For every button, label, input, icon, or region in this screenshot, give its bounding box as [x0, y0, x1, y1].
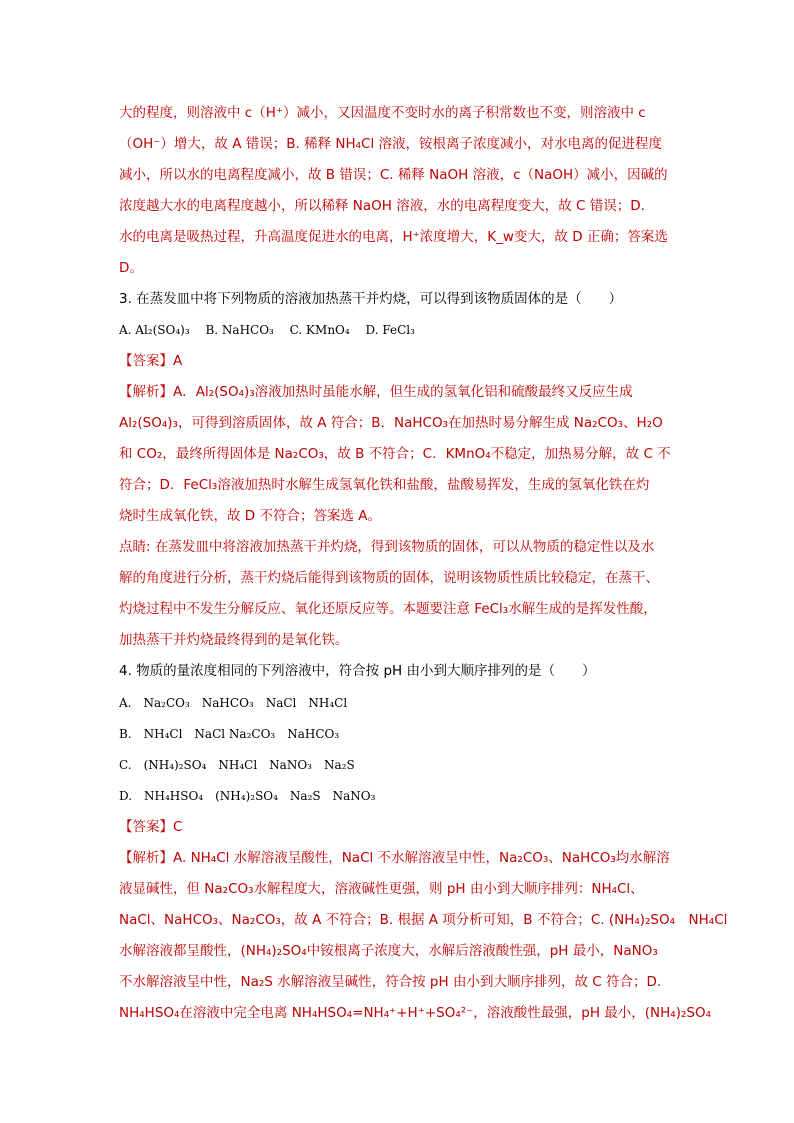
text-line: 和 CO₂，最终所得固体是 Na₂CO₃，故 B 不符合；C．KMnO₄不稳定，加热易分解，故 C 不 [119, 446, 671, 462]
text-line: 解的角度进行分析，蒸干灼烧后能得到该物质的固体，说明该物质性质比较稳定，在蒸干、 [119, 570, 659, 586]
text-line: 不水解溶液呈中性，Na₂S 水解溶液呈碱性，符合按 pH 由小到大顺序排列，故 C 符合；D. [119, 974, 662, 990]
text-line: A. Na₂CO₃ NaHCO₃ NaCl NH₄Cl [119, 696, 348, 710]
text-line: B. NH₄Cl NaCl Na₂CO₃ NaHCO₃ [119, 727, 340, 741]
text-line: 加热蒸干并灼烧最终得到的是氧化铁。 [119, 632, 349, 648]
text-line: 大的程度，则溶液中 c（H⁺）减小，又因温度不变时水的离子积常数也不变，则溶液中 c [119, 105, 646, 121]
text-line: Al₂(SO₄)₃，可得到溶质固体，故 A 符合；B．NaHCO₃在加热时易分解生成 Na₂CO₃、H₂O [119, 415, 663, 431]
text-line: 灼烧过程中不发生分解反应、氧化还原反应等。本题要注意 FeCl₃水解生成的是挥发性酸， [119, 601, 657, 617]
text-line: A. Al₂(SO₄)₃ B. NaHCO₃ C. KMnO₄ D. FeCl₃ [119, 323, 415, 337]
text-line: 【解析】A. NH₄Cl 水解溶液呈酸性，NaCl 不水解溶液呈中性，Na₂CO₃、NaHCO₃均水解溶 [119, 850, 670, 866]
text-line: 减小，所以水的电离程度减小，故 B 错误；C. 稀释 NaOH 溶液，c（NaOH）减小，因碱的 [119, 167, 668, 183]
text-line: 符合；D．FeCl₃溶液加热时水解生成氢氧化铁和盐酸，盐酸易挥发，生成的氢氧化铁在灼 [119, 477, 650, 493]
text-line: D。 [119, 260, 143, 276]
text-line: 【答案】C [119, 819, 183, 835]
text-line: （OH⁻）增大，故 A 错误；B. 稀释 NH₄Cl 溶液，铵根离子浓度减小，对水电离的促进程度 [119, 136, 662, 152]
text-line: 烧时生成氧化铁，故 D 不符合；答案选 A。 [119, 508, 382, 524]
text-line: NaCl、NaHCO₃、Na₂CO₃，故 A 不符合；B. 根据 A 项分析可知，B 不符合；C. (NH₄)₂SO₄ NH₄Cl [119, 912, 728, 928]
text-line: 液显碱性，但 Na₂CO₃水解程度大，溶液碱性更强，则 pH 由小到大顺序排列：NH₄Cl、 [119, 881, 644, 897]
text-line: 【解析】A．Al₂(SO₄)₃溶液加热时虽能水解，但生成的氢氧化铝和硫酸最终又反应生成 [119, 384, 633, 400]
text-line: 水解溶液都呈酸性，(NH₄)₂SO₄中铵根离子浓度大，水解后溶液酸性强，pH 最小，NaNO₃ [119, 943, 658, 959]
text-line: 点睛: 在蒸发皿中将溶液加热蒸干并灼烧，得到该物质的固体，可以从物质的稳定性以及水 [119, 539, 655, 555]
text-line: 水的电离是吸热过程，升高温度促进水的电离，H⁺浓度增大，K_w变大，故 D 正确；答案选 [119, 229, 668, 245]
text-line: NH₄HSO₄在溶液中完全电离 NH₄HSO₄=NH₄⁺+H⁺+SO₄²⁻，溶液酸性最强，pH 最小，(NH₄)₂SO₄ [119, 1005, 712, 1021]
text-line: 浓度越大水的电离程度越小，所以稀释 NaOH 溶液，水的电离程度变大，故 C 错误；D. [119, 198, 645, 214]
text-line: C. (NH₄)₂SO₄ NH₄Cl NaNO₃ Na₂S [119, 758, 355, 772]
text-line: D. NH₄HSO₄ (NH₄)₂SO₄ Na₂S NaNO₃ [119, 789, 376, 803]
text-line: 【答案】A [119, 353, 183, 369]
text-line: 3. 在蒸发皿中将下列物质的溶液加热蒸干并灼烧，可以得到该物质固体的是（ ） [119, 291, 623, 307]
text-line: 4. 物质的量浓度相同的下列溶液中，符合按 pH 由小到大顺序排列的是（ ） [119, 663, 596, 679]
